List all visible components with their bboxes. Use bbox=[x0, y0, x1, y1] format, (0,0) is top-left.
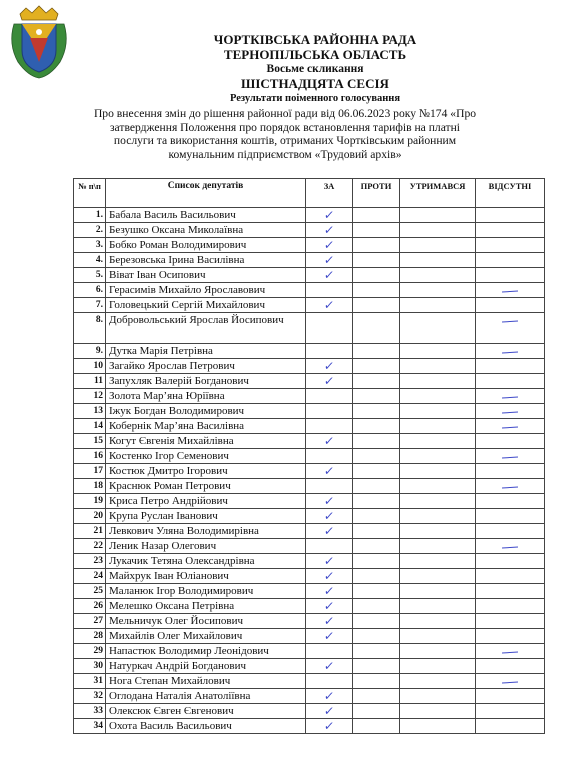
row-number: 11 bbox=[74, 374, 106, 389]
checkmark-icon: ✓ bbox=[322, 238, 336, 252]
vote-cell-abstain bbox=[400, 539, 476, 554]
vote-cell-abstain bbox=[400, 614, 476, 629]
vote-cell-absent bbox=[476, 359, 545, 374]
table-row bbox=[74, 689, 545, 704]
vote-cell-for bbox=[306, 238, 353, 253]
vote-cell-abstain bbox=[400, 238, 476, 253]
table-row bbox=[74, 419, 545, 434]
table-row bbox=[74, 359, 545, 374]
convocation: Восьме скликання bbox=[266, 63, 364, 75]
vote-cell-absent bbox=[476, 554, 545, 569]
vote-cell-absent bbox=[476, 449, 545, 464]
row-number: 15 bbox=[74, 434, 106, 449]
vote-cell-against bbox=[353, 659, 400, 674]
vote-cell-abstain bbox=[400, 599, 476, 614]
vote-cell-absent bbox=[476, 434, 545, 449]
col-num: № п\п bbox=[74, 179, 106, 208]
vote-cell-against bbox=[353, 584, 400, 599]
row-number: 23 bbox=[74, 554, 106, 569]
vote-cell-abstain bbox=[400, 389, 476, 404]
checkmark-icon: ✓ bbox=[322, 569, 336, 583]
table-row bbox=[74, 509, 545, 524]
row-number: 3. bbox=[74, 238, 106, 253]
table-row bbox=[74, 374, 545, 389]
table-row bbox=[74, 584, 545, 599]
col-for: ЗА bbox=[306, 179, 353, 208]
vote-cell-for bbox=[306, 223, 353, 238]
vote-cell-for bbox=[306, 689, 353, 704]
deputy-name: Нога Степан Михайлович bbox=[106, 674, 306, 689]
deputy-name: Краснюк Роман Петрович bbox=[106, 479, 306, 494]
vote-cell-for bbox=[306, 208, 353, 223]
vote-cell-absent bbox=[476, 509, 545, 524]
vote-cell-against bbox=[353, 404, 400, 419]
vote-cell-absent bbox=[476, 268, 545, 283]
vote-cell-absent bbox=[476, 313, 545, 344]
deputy-name: Герасимів Михайло Ярославович bbox=[106, 283, 306, 298]
vote-cell-against bbox=[353, 554, 400, 569]
deputy-name: Левкович Уляна Володимирівна bbox=[106, 524, 306, 539]
checkmark-icon: ✓ bbox=[322, 208, 336, 222]
vote-cell-for bbox=[306, 554, 353, 569]
vote-cell-against bbox=[353, 644, 400, 659]
vote-cell-for bbox=[306, 599, 353, 614]
vote-cell-for bbox=[306, 344, 353, 359]
vote-cell-abstain bbox=[400, 404, 476, 419]
row-number: 10 bbox=[74, 359, 106, 374]
row-number: 4. bbox=[74, 253, 106, 268]
vote-cell-abstain bbox=[400, 569, 476, 584]
vote-cell-against bbox=[353, 389, 400, 404]
deputy-name: Лукачик Тетяна Олександрівна bbox=[106, 554, 306, 569]
vote-cell-for bbox=[306, 479, 353, 494]
vote-cell-absent bbox=[476, 629, 545, 644]
row-number: 9. bbox=[74, 344, 106, 359]
vote-cell-against bbox=[353, 223, 400, 238]
row-number: 20 bbox=[74, 509, 106, 524]
vote-cell-against bbox=[353, 313, 400, 344]
checkmark-icon: ✓ bbox=[322, 434, 336, 448]
checkmark-icon: ✓ bbox=[322, 223, 336, 237]
checkmark-icon: ✓ bbox=[322, 629, 336, 643]
checkmark-icon: ✓ bbox=[322, 253, 336, 267]
table-row bbox=[74, 344, 545, 359]
deputy-name: Олексюк Євген Євгенович bbox=[106, 704, 306, 719]
vote-cell-against bbox=[353, 359, 400, 374]
col-abstain: УТРИМАВСЯ bbox=[400, 179, 476, 208]
vote-cell-abstain bbox=[400, 283, 476, 298]
table-row bbox=[74, 208, 545, 223]
vote-cell-for bbox=[306, 464, 353, 479]
deputy-name: Мельничук Олег Йосипович bbox=[106, 614, 306, 629]
row-number: 14 bbox=[74, 419, 106, 434]
vote-cell-against bbox=[353, 494, 400, 509]
deputy-name: Бобко Роман Володимирович bbox=[106, 238, 306, 253]
vote-cell-abstain bbox=[400, 359, 476, 374]
table-row bbox=[74, 253, 545, 268]
vote-cell-for bbox=[306, 253, 353, 268]
council-name: ЧОРТКІВСЬКА РАЙОННА РАДА bbox=[213, 32, 417, 47]
deputy-name: Іжук Богдан Володимирович bbox=[106, 404, 306, 419]
vote-cell-absent bbox=[476, 584, 545, 599]
vote-cell-against bbox=[353, 509, 400, 524]
dash-icon bbox=[502, 320, 518, 322]
vote-cell-absent bbox=[476, 283, 545, 298]
dash-icon bbox=[502, 546, 518, 548]
vote-cell-absent bbox=[476, 419, 545, 434]
vote-cell-abstain bbox=[400, 719, 476, 734]
vote-cell-against bbox=[353, 253, 400, 268]
row-number: 33 bbox=[74, 704, 106, 719]
vote-cell-absent bbox=[476, 298, 545, 313]
row-number: 21 bbox=[74, 524, 106, 539]
vote-cell-for bbox=[306, 719, 353, 734]
dash-icon bbox=[502, 486, 518, 488]
document-header bbox=[150, 33, 480, 107]
row-number: 17 bbox=[74, 464, 106, 479]
row-number: 24 bbox=[74, 569, 106, 584]
deputy-name: Дутка Марія Петрівна bbox=[106, 344, 306, 359]
vote-cell-abstain bbox=[400, 208, 476, 223]
deputy-name: Леник Назар Олегович bbox=[106, 539, 306, 554]
vote-cell-against bbox=[353, 689, 400, 704]
vote-cell-against bbox=[353, 419, 400, 434]
table-row bbox=[74, 704, 545, 719]
vote-cell-for bbox=[306, 359, 353, 374]
row-number: 32 bbox=[74, 689, 106, 704]
deputy-name: Костенко Ігор Семенович bbox=[106, 449, 306, 464]
dash-icon bbox=[502, 426, 518, 428]
dash-icon bbox=[502, 681, 518, 683]
col-absent: ВІДСУТНІ bbox=[476, 179, 545, 208]
row-number: 25 bbox=[74, 584, 106, 599]
row-number: 22 bbox=[74, 539, 106, 554]
row-number: 29 bbox=[74, 644, 106, 659]
table-row bbox=[74, 644, 545, 659]
vote-cell-absent bbox=[476, 374, 545, 389]
table-row bbox=[74, 599, 545, 614]
table-header-row bbox=[74, 179, 545, 208]
vote-cell-abstain bbox=[400, 494, 476, 509]
vote-cell-abstain bbox=[400, 344, 476, 359]
checkmark-icon: ✓ bbox=[322, 614, 336, 628]
checkmark-icon: ✓ bbox=[322, 704, 336, 718]
table-row bbox=[74, 569, 545, 584]
deputy-name: Когут Євгенія Михайлівна bbox=[106, 434, 306, 449]
dash-icon bbox=[502, 411, 518, 413]
table-row bbox=[74, 449, 545, 464]
vote-table bbox=[73, 178, 545, 734]
col-name: Список депутатів bbox=[106, 179, 306, 208]
row-number: 13 bbox=[74, 404, 106, 419]
table-row bbox=[74, 719, 545, 734]
vote-cell-abstain bbox=[400, 674, 476, 689]
vote-cell-for bbox=[306, 569, 353, 584]
vote-cell-for bbox=[306, 659, 353, 674]
deputy-name: Напастюк Володимир Леонідович bbox=[106, 644, 306, 659]
row-number: 2. bbox=[74, 223, 106, 238]
row-number: 8. bbox=[74, 313, 106, 344]
vote-cell-for bbox=[306, 404, 353, 419]
checkmark-icon: ✓ bbox=[322, 584, 336, 598]
deputy-name: Костюк Дмитро Ігорович bbox=[106, 464, 306, 479]
coat-of-arms-icon bbox=[6, 4, 72, 80]
row-number: 28 bbox=[74, 629, 106, 644]
vote-cell-absent bbox=[476, 719, 545, 734]
checkmark-icon: ✓ bbox=[322, 524, 336, 538]
vote-cell-for bbox=[306, 268, 353, 283]
vote-cell-absent bbox=[476, 238, 545, 253]
table-row bbox=[74, 268, 545, 283]
row-number: 26 bbox=[74, 599, 106, 614]
vote-cell-against bbox=[353, 268, 400, 283]
vote-cell-for bbox=[306, 419, 353, 434]
table-row bbox=[74, 479, 545, 494]
deputy-name: Безушко Оксана Миколаївна bbox=[106, 223, 306, 238]
vote-cell-against bbox=[353, 614, 400, 629]
vote-cell-abstain bbox=[400, 419, 476, 434]
vote-cell-for bbox=[306, 434, 353, 449]
vote-cell-abstain bbox=[400, 313, 476, 344]
deputy-name: Головецький Сергій Михайлович bbox=[106, 298, 306, 313]
row-number: 5. bbox=[74, 268, 106, 283]
vote-cell-for bbox=[306, 494, 353, 509]
vote-cell-against bbox=[353, 208, 400, 223]
vote-cell-absent bbox=[476, 524, 545, 539]
table-row bbox=[74, 674, 545, 689]
checkmark-icon: ✓ bbox=[322, 268, 336, 282]
table-row bbox=[74, 313, 545, 344]
deputy-name: Віват Іван Осипович bbox=[106, 268, 306, 283]
vote-cell-abstain bbox=[400, 689, 476, 704]
deputy-name: Кобернік Мар’яна Василівна bbox=[106, 419, 306, 434]
vote-cell-against bbox=[353, 569, 400, 584]
results-heading: Результати поіменного голосування bbox=[229, 93, 401, 104]
vote-cell-abstain bbox=[400, 298, 476, 313]
checkmark-icon: ✓ bbox=[322, 599, 336, 613]
table-row bbox=[74, 494, 545, 509]
deputy-name: Загайко Ярослав Петрович bbox=[106, 359, 306, 374]
vote-cell-absent bbox=[476, 253, 545, 268]
vote-cell-absent bbox=[476, 494, 545, 509]
vote-cell-absent bbox=[476, 539, 545, 554]
row-number: 27 bbox=[74, 614, 106, 629]
vote-cell-against bbox=[353, 599, 400, 614]
session-name: ШІСТНАДЦЯТА СЕСІЯ bbox=[241, 75, 389, 91]
table-row bbox=[74, 614, 545, 629]
table-row bbox=[74, 659, 545, 674]
region-name: ТЕРНОПІЛЬСЬКА ОБЛАСТЬ bbox=[223, 46, 407, 62]
table-row bbox=[74, 238, 545, 253]
deputy-name: Натуркач Андрій Богданович bbox=[106, 659, 306, 674]
table-row bbox=[74, 434, 545, 449]
table-row bbox=[74, 298, 545, 313]
vote-cell-abstain bbox=[400, 584, 476, 599]
vote-cell-against bbox=[353, 344, 400, 359]
vote-cell-abstain bbox=[400, 644, 476, 659]
vote-cell-for bbox=[306, 298, 353, 313]
row-number: 7. bbox=[74, 298, 106, 313]
vote-cell-for bbox=[306, 704, 353, 719]
checkmark-icon: ✓ bbox=[322, 359, 336, 373]
vote-cell-absent bbox=[476, 389, 545, 404]
vote-cell-against bbox=[353, 704, 400, 719]
dash-icon bbox=[502, 456, 518, 458]
vote-cell-absent bbox=[476, 644, 545, 659]
vote-cell-for bbox=[306, 389, 353, 404]
vote-cell-absent bbox=[476, 614, 545, 629]
vote-cell-against bbox=[353, 374, 400, 389]
decision-title: Про внесення змін до рішення районної ради від 06.06.2023 року №174 «Про затвердження Положення про порядок встановлення тарифів на платні послуги та використання коштів, отриманих Чортківським районним комунальним підприємством «Трудовий архів» bbox=[93, 107, 477, 161]
vote-cell-absent bbox=[476, 223, 545, 238]
deputy-name: Бабала Василь Васильович bbox=[106, 208, 306, 223]
vote-cell-abstain bbox=[400, 253, 476, 268]
checkmark-icon: ✓ bbox=[322, 298, 336, 312]
vote-cell-absent bbox=[476, 464, 545, 479]
vote-cell-against bbox=[353, 629, 400, 644]
row-number: 34 bbox=[74, 719, 106, 734]
vote-cell-against bbox=[353, 298, 400, 313]
table-row bbox=[74, 389, 545, 404]
table-row bbox=[74, 223, 545, 238]
vote-cell-for bbox=[306, 584, 353, 599]
checkmark-icon: ✓ bbox=[322, 659, 336, 673]
row-number: 31 bbox=[74, 674, 106, 689]
checkmark-icon: ✓ bbox=[322, 494, 336, 508]
vote-cell-for bbox=[306, 449, 353, 464]
checkmark-icon: ✓ bbox=[322, 719, 336, 733]
vote-cell-against bbox=[353, 674, 400, 689]
checkmark-icon: ✓ bbox=[322, 374, 336, 388]
vote-cell-abstain bbox=[400, 554, 476, 569]
row-number: 30 bbox=[74, 659, 106, 674]
dash-icon bbox=[502, 396, 518, 398]
vote-cell-against bbox=[353, 524, 400, 539]
vote-cell-abstain bbox=[400, 464, 476, 479]
vote-cell-absent bbox=[476, 404, 545, 419]
vote-cell-for bbox=[306, 539, 353, 554]
vote-cell-abstain bbox=[400, 704, 476, 719]
vote-cell-absent bbox=[476, 599, 545, 614]
vote-cell-for bbox=[306, 524, 353, 539]
vote-cell-abstain bbox=[400, 223, 476, 238]
vote-cell-absent bbox=[476, 689, 545, 704]
vote-cell-for bbox=[306, 629, 353, 644]
table-row bbox=[74, 464, 545, 479]
vote-cell-for bbox=[306, 674, 353, 689]
vote-cell-abstain bbox=[400, 479, 476, 494]
table-row bbox=[74, 524, 545, 539]
deputy-name: Золота Мар’яна Юріївна bbox=[106, 389, 306, 404]
checkmark-icon: ✓ bbox=[322, 509, 336, 523]
vote-cell-abstain bbox=[400, 449, 476, 464]
vote-cell-for bbox=[306, 374, 353, 389]
row-number: 16 bbox=[74, 449, 106, 464]
vote-cell-against bbox=[353, 719, 400, 734]
vote-cell-absent bbox=[476, 344, 545, 359]
checkmark-icon: ✓ bbox=[322, 554, 336, 568]
table-row bbox=[74, 629, 545, 644]
dash-icon bbox=[502, 351, 518, 353]
vote-cell-abstain bbox=[400, 434, 476, 449]
vote-cell-absent bbox=[476, 704, 545, 719]
vote-cell-against bbox=[353, 539, 400, 554]
row-number: 12 bbox=[74, 389, 106, 404]
deputy-name: Маланюк Ігор Володимирович bbox=[106, 584, 306, 599]
vote-cell-absent bbox=[476, 479, 545, 494]
dash-icon bbox=[502, 651, 518, 653]
deputy-name: Добровольський Ярослав Йосипович bbox=[106, 313, 306, 344]
deputy-name: Майхрук Іван Юліанович bbox=[106, 569, 306, 584]
vote-cell-against bbox=[353, 464, 400, 479]
row-number: 19 bbox=[74, 494, 106, 509]
vote-cell-abstain bbox=[400, 268, 476, 283]
table-row bbox=[74, 554, 545, 569]
vote-cell-against bbox=[353, 434, 400, 449]
vote-cell-against bbox=[353, 479, 400, 494]
vote-cell-abstain bbox=[400, 659, 476, 674]
deputy-name: Оглодана Наталія Анатоліївна bbox=[106, 689, 306, 704]
vote-cell-abstain bbox=[400, 629, 476, 644]
vote-cell-for bbox=[306, 614, 353, 629]
vote-cell-abstain bbox=[400, 524, 476, 539]
vote-cell-absent bbox=[476, 569, 545, 584]
vote-cell-against bbox=[353, 238, 400, 253]
table-row bbox=[74, 283, 545, 298]
vote-cell-for bbox=[306, 313, 353, 344]
deputy-name: Михайлів Олег Михайлович bbox=[106, 629, 306, 644]
vote-cell-abstain bbox=[400, 509, 476, 524]
row-number: 1. bbox=[74, 208, 106, 223]
vote-cell-absent bbox=[476, 659, 545, 674]
col-against: ПРОТИ bbox=[353, 179, 400, 208]
vote-cell-absent bbox=[476, 674, 545, 689]
vote-cell-abstain bbox=[400, 374, 476, 389]
vote-cell-against bbox=[353, 449, 400, 464]
vote-cell-for bbox=[306, 644, 353, 659]
vote-cell-absent bbox=[476, 208, 545, 223]
row-number: 6. bbox=[74, 283, 106, 298]
table-row bbox=[74, 404, 545, 419]
checkmark-icon: ✓ bbox=[322, 464, 336, 478]
vote-cell-for bbox=[306, 509, 353, 524]
deputy-name: Охота Василь Васильович bbox=[106, 719, 306, 734]
deputy-name: Запухляк Валерій Богданович bbox=[106, 374, 306, 389]
checkmark-icon: ✓ bbox=[322, 689, 336, 703]
deputy-name: Мелешко Оксана Петрівна bbox=[106, 599, 306, 614]
vote-cell-for bbox=[306, 283, 353, 298]
deputy-name: Березовська Ірина Василівна bbox=[106, 253, 306, 268]
vote-cell-against bbox=[353, 283, 400, 298]
deputy-name: Криса Петро Андрійович bbox=[106, 494, 306, 509]
vote-rows bbox=[74, 208, 545, 734]
row-number: 18 bbox=[74, 479, 106, 494]
deputy-name: Крупа Руслан Іванович bbox=[106, 509, 306, 524]
table-row bbox=[74, 539, 545, 554]
dash-icon bbox=[502, 290, 518, 292]
